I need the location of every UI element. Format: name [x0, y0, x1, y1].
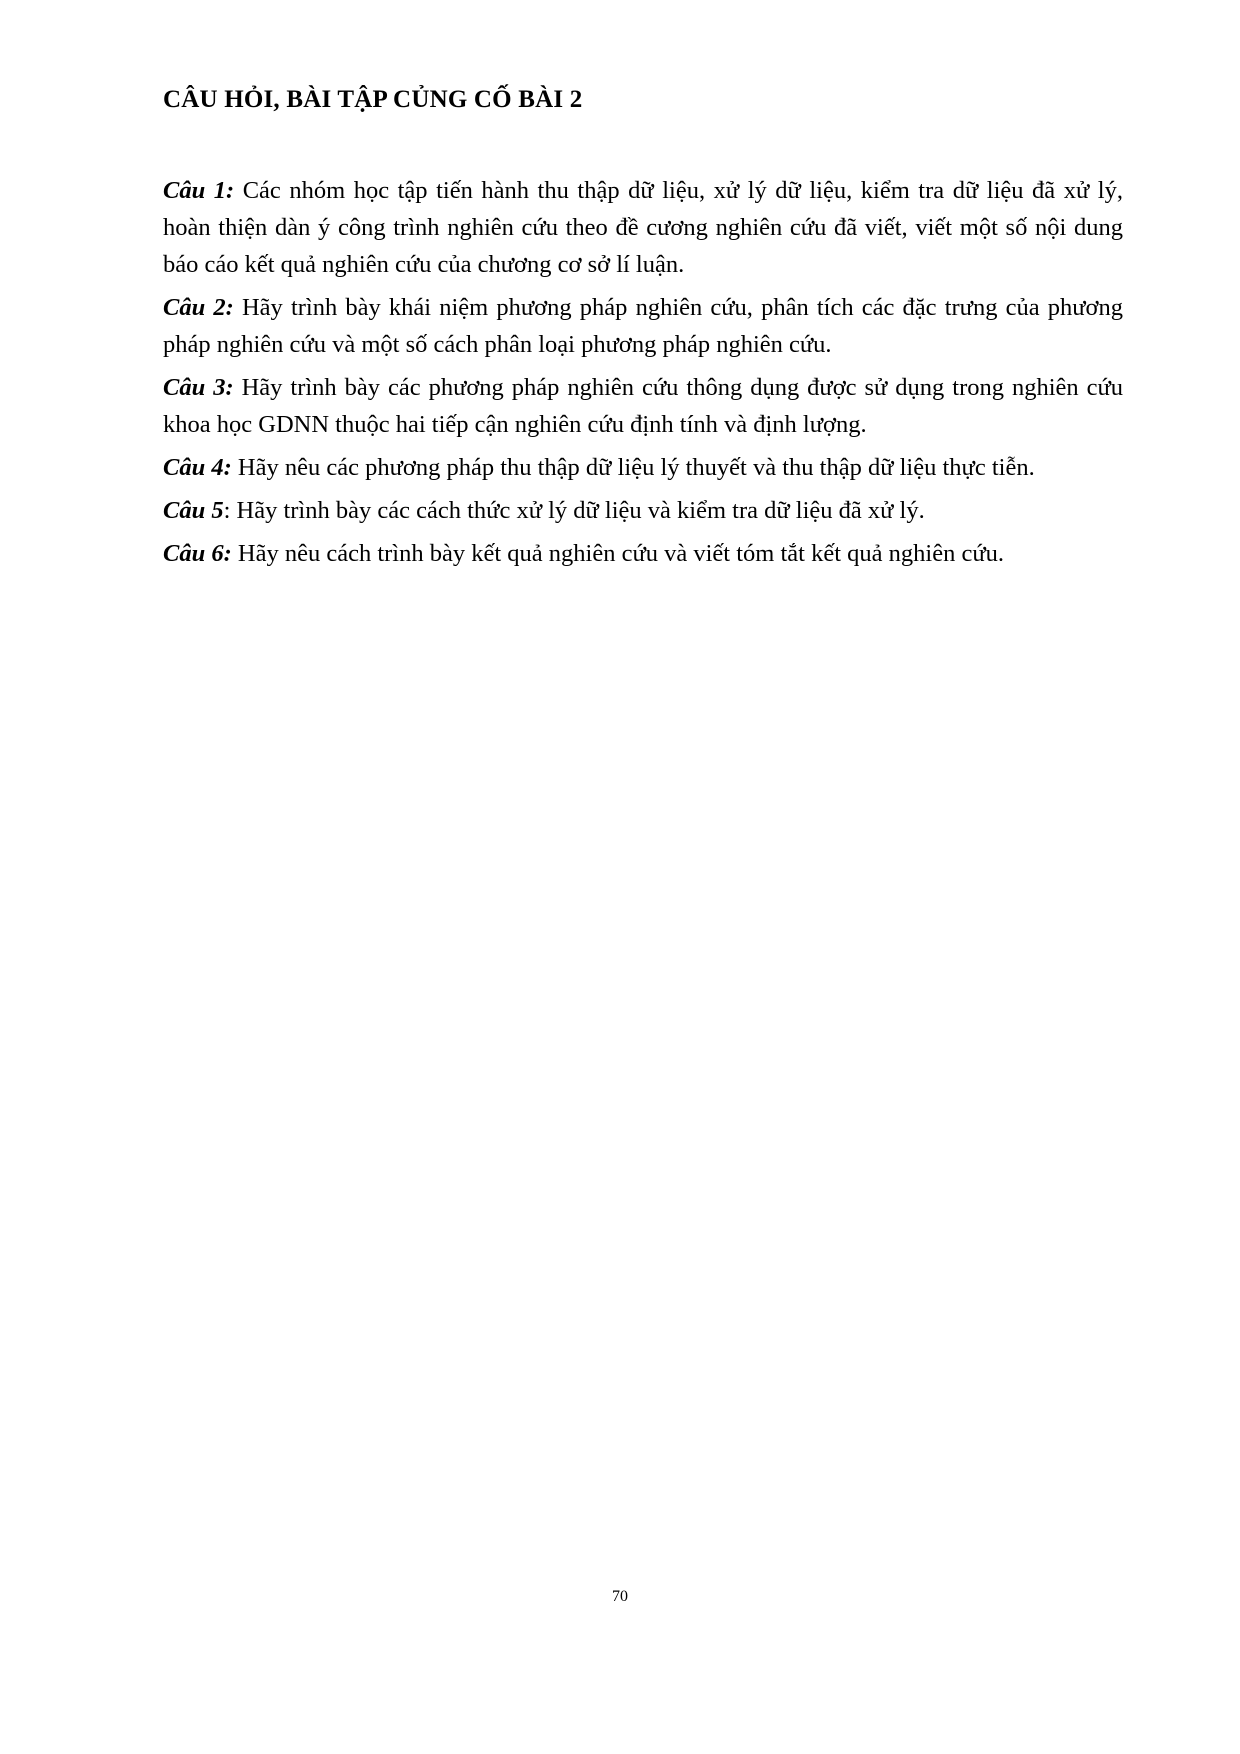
question-text: : Hãy trình bày các cách thức xử lý dữ liệu và kiểm tra dữ liệu đã xử lý. — [223, 497, 925, 524]
question-label: Câu 1: — [163, 177, 235, 204]
question-text: Hãy nêu cách trình bày kết quả nghiên cứu và viết tóm tắt kết quả nghiên cứu. — [237, 540, 1004, 567]
question-text: Hãy trình bày khái niệm phương pháp nghiên cứu, phân tích các đặc trưng của phương pháp nghiên cứu và một số cách phân loại phương pháp nghiên cứu. — [163, 294, 1124, 358]
question-item — [163, 449, 1123, 486]
question-item — [163, 369, 1123, 443]
question-label: Câu 5 — [163, 497, 224, 524]
question-label: Câu 6: — [163, 540, 232, 567]
question-item — [163, 289, 1123, 363]
question-text: Các nhóm học tập tiến hành thu thập dữ liệu, xử lý dữ liệu, kiểm tra dữ liệu đã xử lý, hoàn thiện dàn ý công trình nghiên cứu theo đề cương nghiên cứu đã viết, viết một số nội dung báo cáo kết quả nghiên cứu của chương cơ sở lí luận. — [163, 177, 1123, 278]
question-item — [163, 492, 1123, 529]
question-text: Hãy nêu các phương pháp thu thập dữ liệu lý thuyết và thu thập dữ liệu thực tiễn. — [237, 454, 1035, 481]
page-heading: CÂU HỎI, BÀI TẬP CỦNG CỐ BÀI 2 — [163, 86, 583, 113]
question-list — [163, 172, 1123, 578]
question-item — [163, 172, 1123, 283]
question-label: Câu 3: — [163, 374, 234, 401]
question-item — [163, 535, 1123, 572]
question-label: Câu 2: — [163, 294, 234, 321]
question-label: Câu 4: — [163, 454, 232, 481]
page-number: 70 — [612, 1588, 628, 1605]
question-text: Hãy trình bày các phương pháp nghiên cứu thông dụng được sử dụng trong nghiên cứu khoa học GDNN thuộc hai tiếp cận nghiên cứu định tính và định lượng. — [163, 374, 1124, 438]
